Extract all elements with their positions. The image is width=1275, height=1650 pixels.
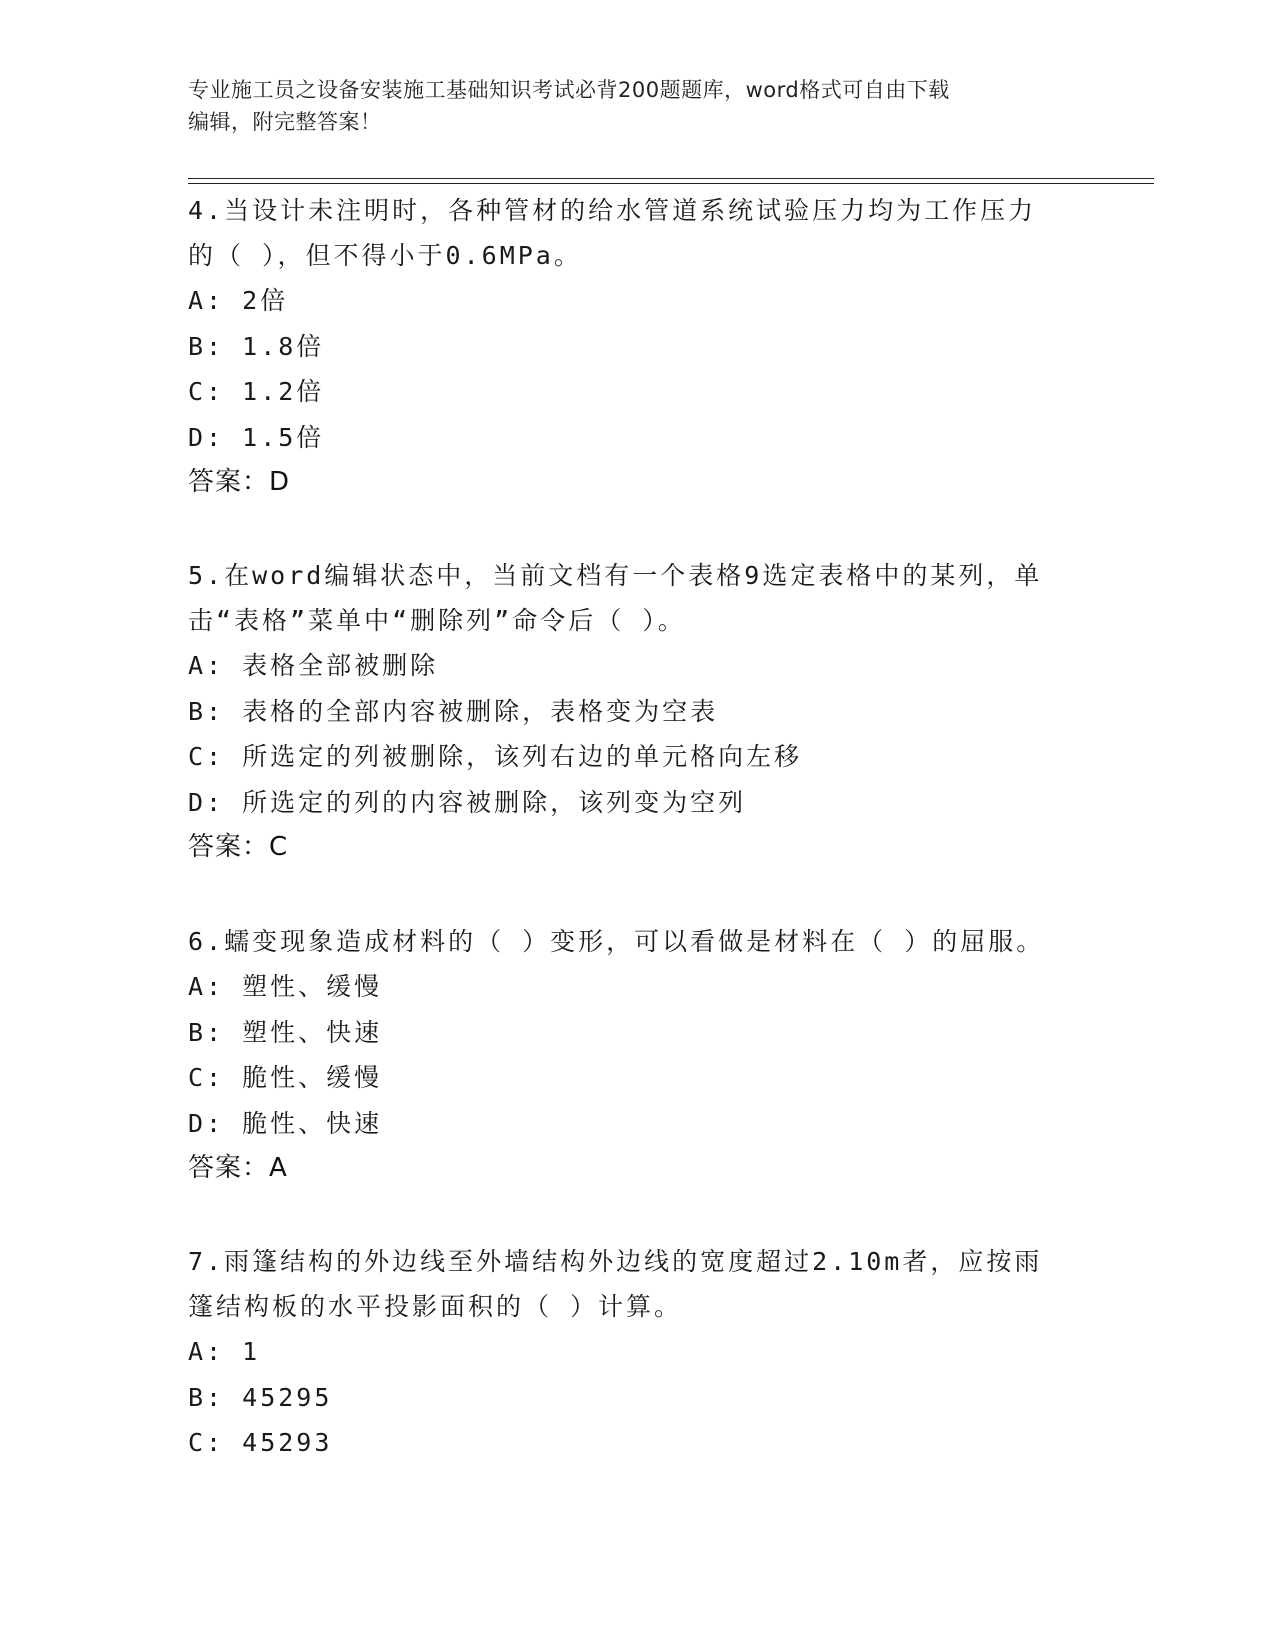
answer-label: 答案：A [188,1153,288,1183]
option-c: C: 45293 [188,1428,333,1457]
option-a: A: 2倍 [188,286,289,315]
option-c: C: 所选定的列被删除，该列右边的单元格向左移 [188,742,803,771]
answer-label: 答案：C [188,832,289,862]
option-c: C: 脆性、缓慢 [188,1063,383,1092]
question-5 [188,553,1088,870]
question-text-line: 的（ ），但不得小于0.6MPa。 [188,241,582,270]
question-6 [188,919,1088,1191]
option-c: C: 1.2倍 [188,377,325,406]
question-text-line: 6.蠕变现象造成材料的（ ）变形，可以看做是材料在（ ）的屈服。 [188,927,1045,956]
option-d: D: 所选定的列的内容被删除，该列变为空列 [188,787,747,817]
option-a: A: 1 [188,1337,261,1366]
option-d: D: 脆性、快速 [188,1108,383,1138]
question-text-line: 4.当设计未注明时，各种管材的给水管道系统试验压力均为工作压力 [188,196,1037,225]
answer-label: 答案：D [188,467,291,497]
question-text-line: 篷结构板的水平投影面积的（ ）计算。 [188,1292,683,1321]
document-header [188,74,1088,138]
header-title-line-2: 编辑，附完整答案！ [188,110,382,134]
option-d: D: 1.5倍 [188,422,325,452]
header-divider-top [188,178,1154,179]
option-b: B: 塑性、快速 [188,1017,383,1047]
option-b: B: 表格的全部内容被删除，表格变为空表 [188,696,719,726]
question-7 [188,1239,1088,1466]
option-a: A: 表格全部被删除 [188,651,439,680]
question-text-line: 7.雨篷结构的外边线至外墙结构外边线的宽度超过2.10m者，应按雨 [188,1247,1043,1276]
question-4 [188,188,1088,505]
question-text-line: 击“表格”菜单中“删除列”命令后（ ）。 [188,606,686,635]
option-a: A: 塑性、缓慢 [188,972,383,1001]
option-b: B: 45295 [188,1382,333,1412]
option-b: B: 1.8倍 [188,331,325,361]
header-divider-bottom [188,183,1154,184]
header-title-line-1: 专业施工员之设备安装施工基础知识考试必背200题题库，word格式可自由下载 [188,78,950,102]
question-text-line: 5.在word编辑状态中，当前文档有一个表格9选定表格中的某列，单 [188,561,1043,590]
